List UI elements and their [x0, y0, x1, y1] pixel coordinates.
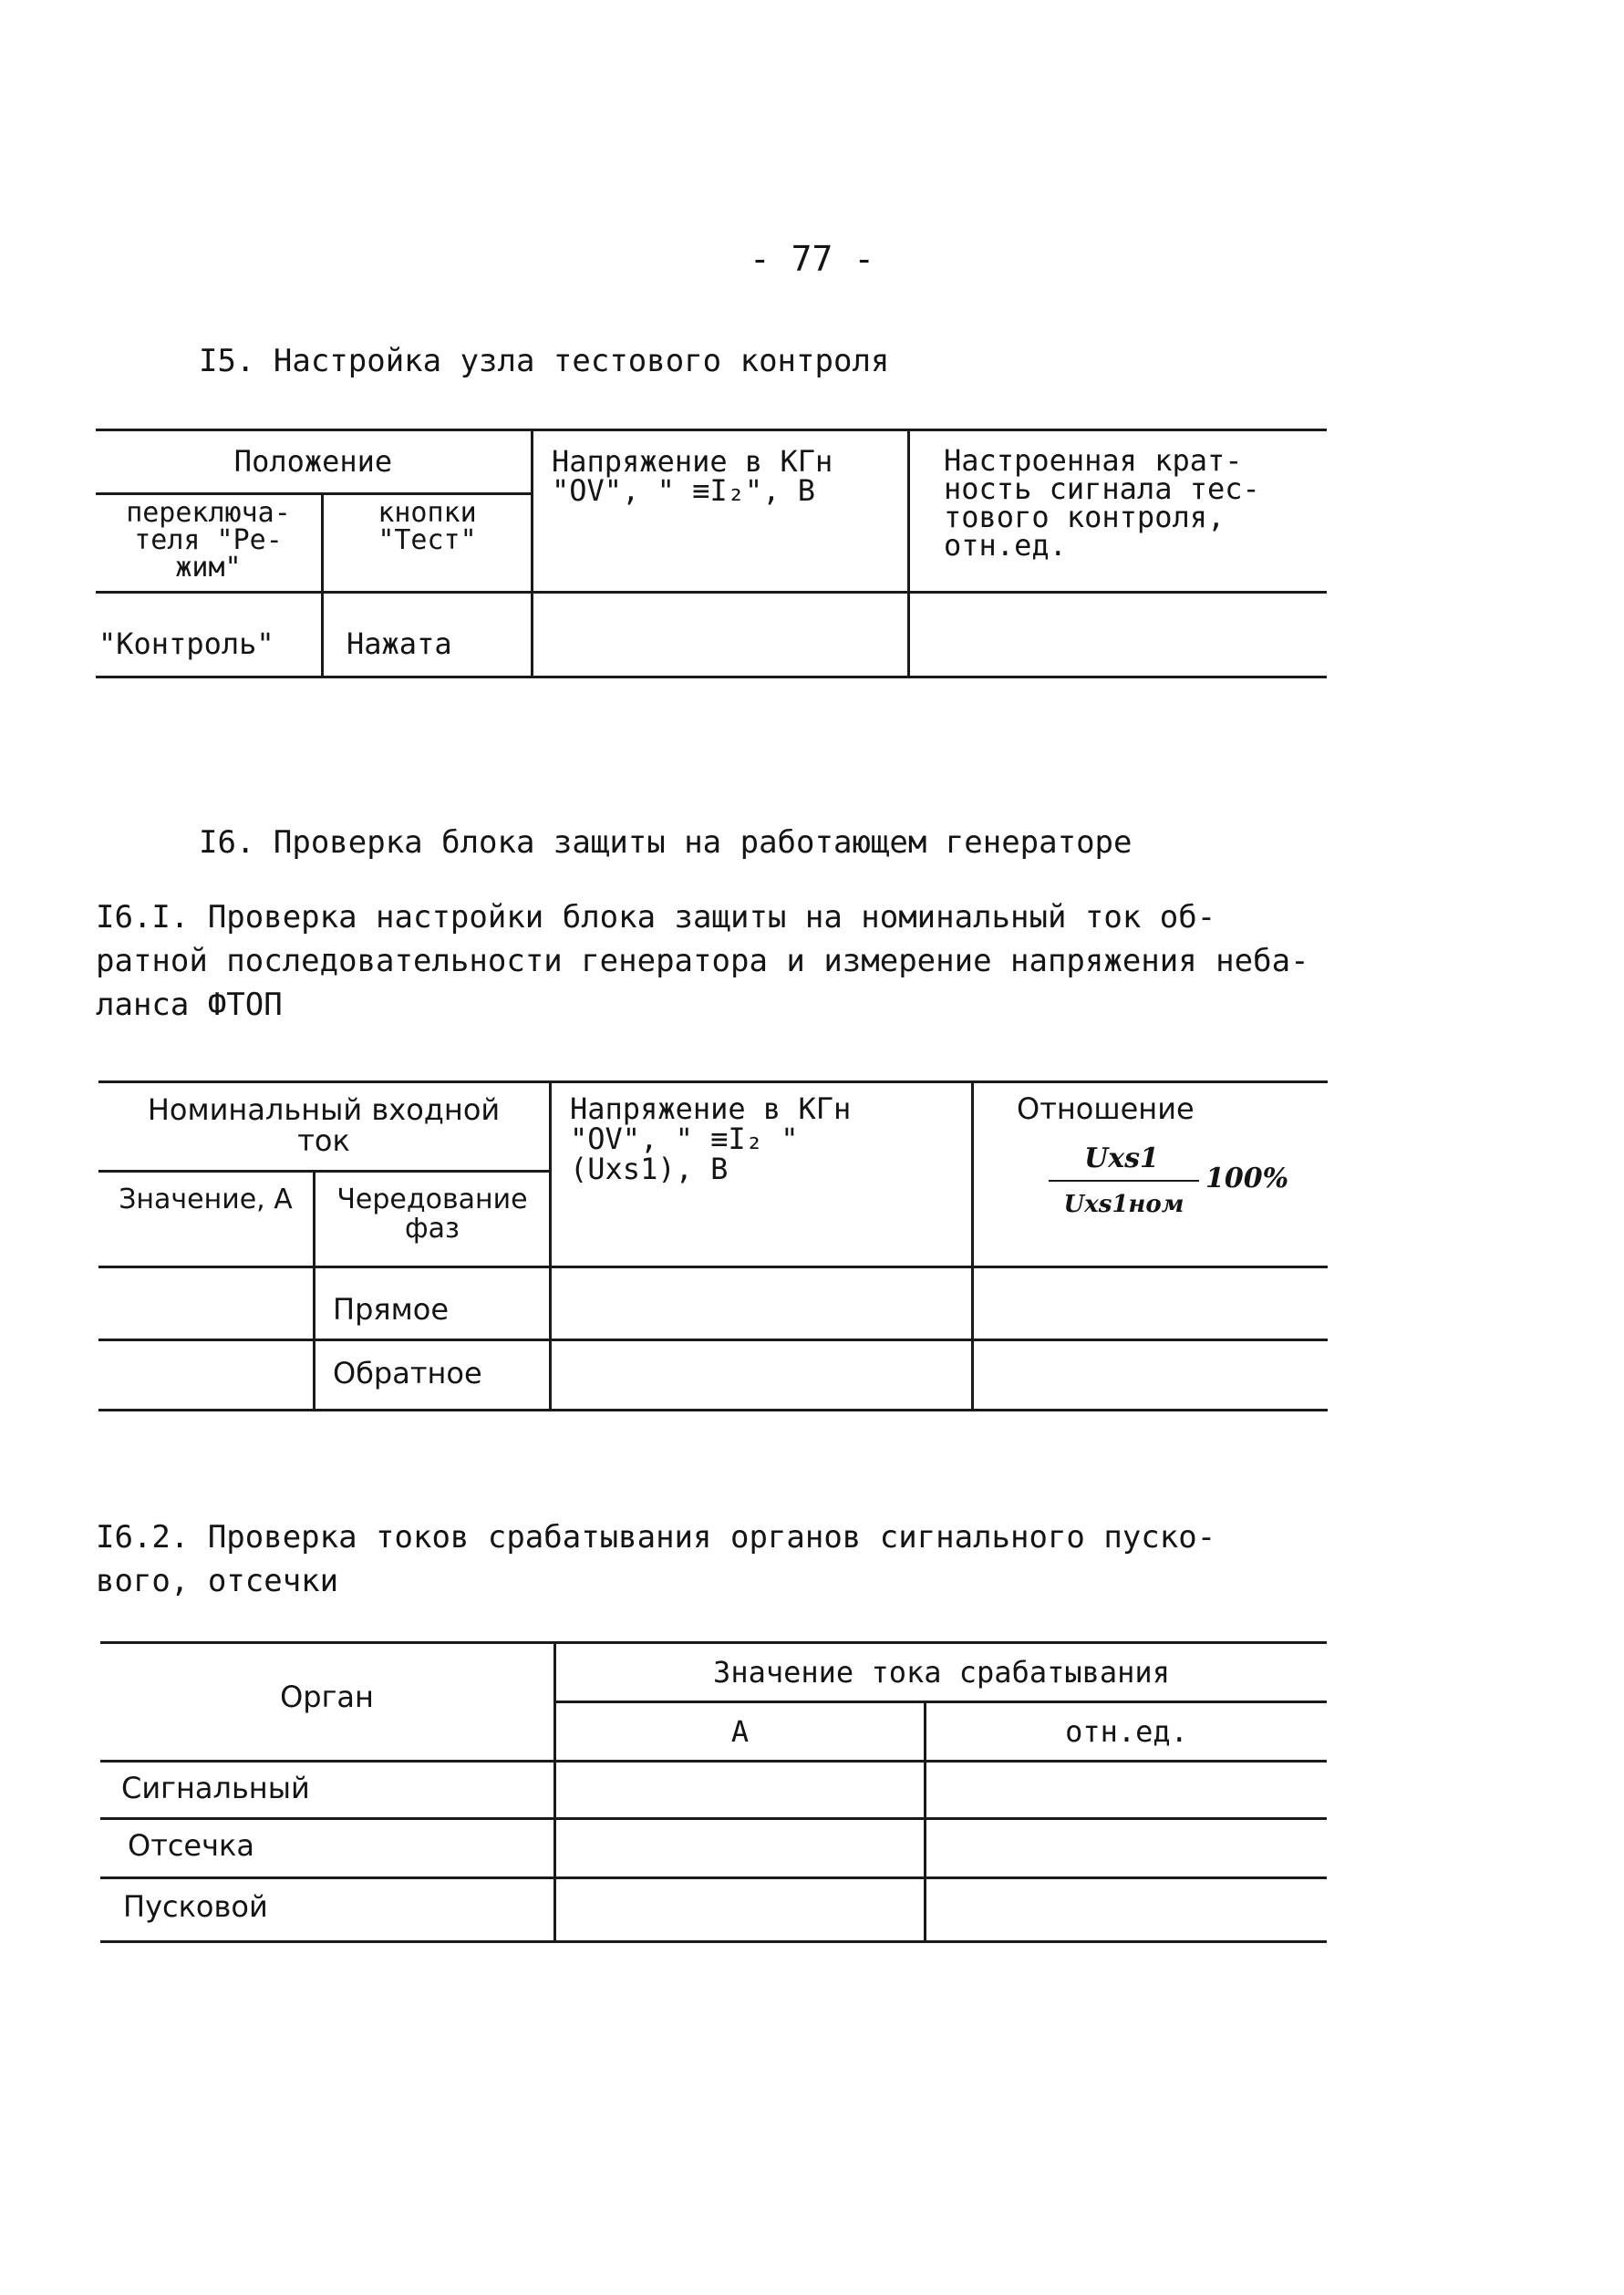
header-button: кнопки "Тест" — [378, 497, 477, 556]
header-unit-a: А — [730, 1714, 750, 1749]
header-ratio: Отношение — [1017, 1091, 1195, 1126]
ratio-denominator: Uxs1ном — [1063, 1191, 1184, 1218]
section-16-1-text: I6.I. Проверка настройки блока защиты на номинальный ток об- ратной последовательности генератора и измерение напряжения неба- ланса ФТОП — [96, 899, 1309, 1023]
page-number: - 77 - — [749, 239, 875, 279]
header-multiplicity: Настроенная крат- ность сигнала тес- тового контроля, отн.ед. — [944, 443, 1260, 563]
header-value-a: Значение, А — [119, 1184, 293, 1215]
row-phase-reverse: Обратное — [333, 1356, 482, 1390]
section-16-2-text: I6.2. Проверка токов срабатывания органов сигнального пуско- вого, отсечки — [96, 1519, 1216, 1599]
ratio-suffix: 100% — [1205, 1163, 1289, 1194]
section-16-title: I6. Проверка блока защиты на работающем генераторе — [199, 824, 1133, 861]
row-button-value: Нажата — [347, 626, 452, 661]
header-unit-rel: отн.ед. — [1065, 1714, 1188, 1749]
row-switch-value: "Контроль" — [98, 626, 274, 661]
header-phase-sequence: Чередование фаз — [336, 1184, 528, 1245]
header-nominal-current: Номинальный входной ток — [147, 1092, 501, 1158]
row-organ-start: Пусковой — [123, 1889, 268, 1924]
row-phase-direct: Прямое — [333, 1292, 450, 1327]
row-organ-cutoff: Отсечка — [128, 1828, 254, 1863]
header-voltage-2: Напряжение в КГн "OV", " ≡I₂ " (Uxs1), В — [570, 1091, 852, 1186]
header-organ: Орган — [280, 1680, 374, 1714]
header-position: Положение — [233, 444, 393, 479]
header-voltage: Напряжение в КГн "OV", " ≡I₂", В — [552, 444, 833, 508]
section-15-title: I5. Настройка узла тестового контроля — [199, 343, 890, 379]
header-trip-value: Значение тока срабатывания — [713, 1655, 1170, 1690]
row-organ-signal: Сигнальный — [121, 1771, 310, 1805]
ratio-numerator: Uxs1 — [1084, 1142, 1159, 1174]
header-switch: переключа- теля "Ре- жим" — [126, 497, 291, 584]
